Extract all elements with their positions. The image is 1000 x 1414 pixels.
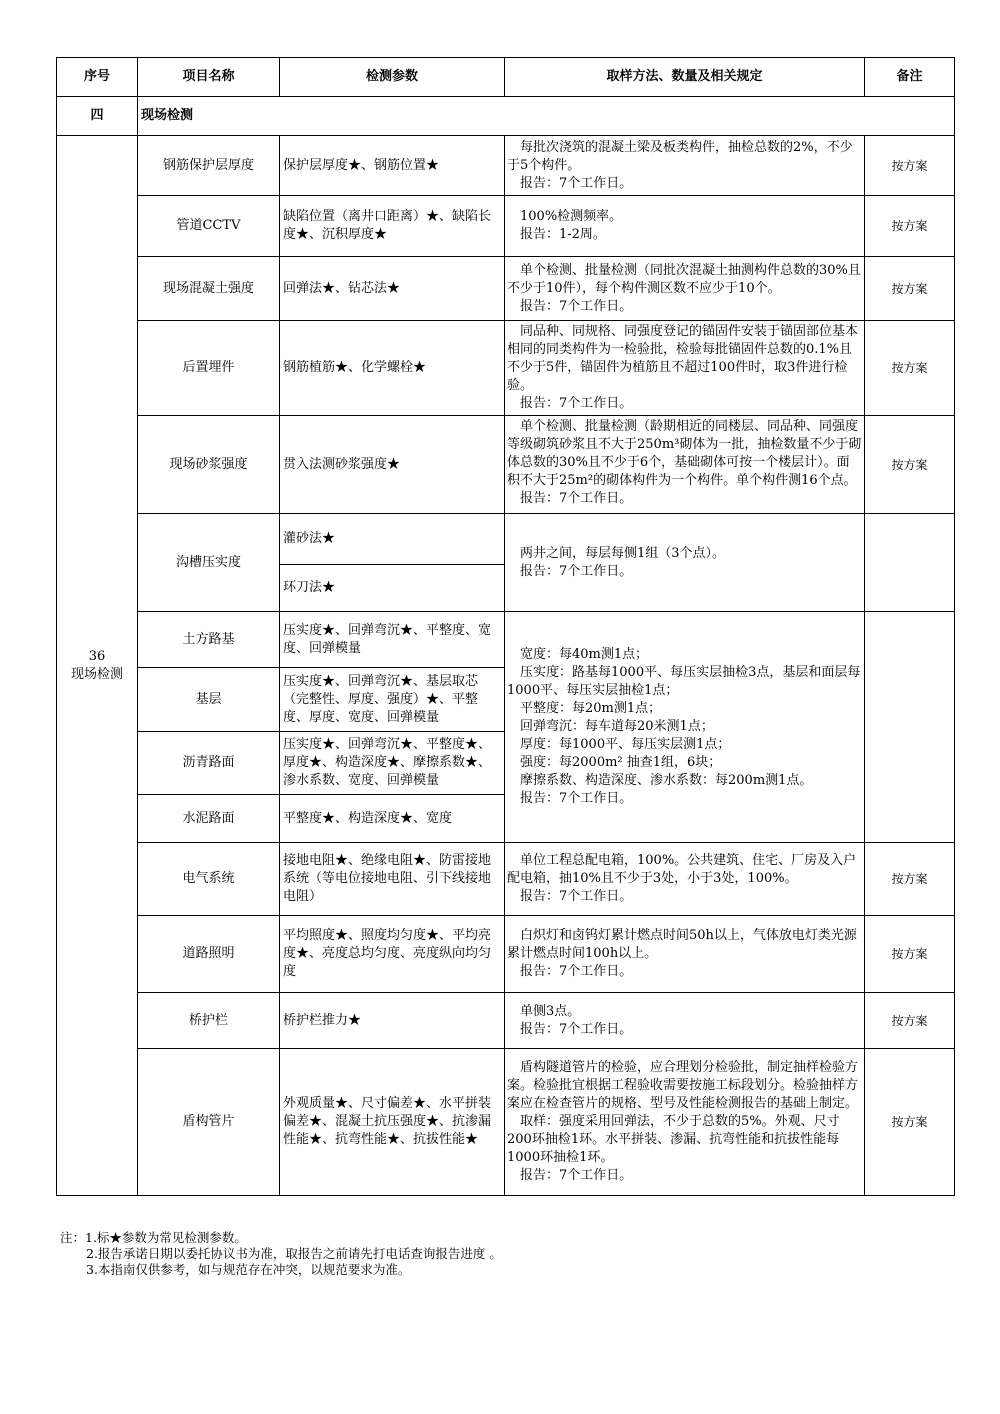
header-item-name: 项目名称 (138, 58, 280, 97)
item-desc (505, 196, 865, 257)
desc-line: 报告：7个工作日。 (520, 1168, 633, 1183)
item-name: 现场砂浆强度 (138, 416, 280, 514)
item-desc (505, 1049, 865, 1196)
desc-line: 报告：7个工作日。 (520, 964, 633, 979)
desc-line: 平整度：每20m测1点； (520, 701, 662, 716)
item-desc (505, 416, 865, 514)
table-row (57, 416, 955, 514)
section-row (57, 97, 955, 136)
item-desc (505, 257, 865, 321)
item-remark: 按方案 (865, 321, 955, 416)
desc-line: 报告：1-2周。 (520, 227, 606, 242)
table-row (57, 514, 955, 565)
footnote-2: 2.报告承诺日期以委托协议书为准，取报告之前请先打电话查询报告进度 。 (86, 1246, 502, 1261)
desc-line: 报告：7个工作日。 (520, 791, 633, 806)
desc-line: 单侧3点。 (520, 1003, 581, 1019)
item-name: 后置埋件 (138, 321, 280, 416)
item-params: 压实度★、回弹弯沉★、平整度★、厚度★、构造深度★、摩擦系数★、渗水系数、宽度、回弹模量 (280, 732, 505, 795)
section-number: 四 (57, 97, 138, 136)
table-row (57, 612, 955, 668)
item-remark: 按方案 (865, 196, 955, 257)
footnote-1: 注：1.标★参数为常见检测参数。 (60, 1230, 247, 1245)
item-name: 盾构管片 (138, 1049, 280, 1196)
item-desc (505, 514, 865, 612)
desc-line: 摩擦系数、构造深度、渗水系数：每200m测1点。 (520, 773, 813, 788)
item-name: 桥护栏 (138, 993, 280, 1049)
table-row (57, 1049, 955, 1196)
item-params: 缺陷位置（离井口距离）★、缺陷长度★、沉积厚度★ (280, 196, 505, 257)
header-sampling: 取样方法、数量及相关规定 (505, 58, 865, 97)
header-remarks: 备注 (865, 58, 955, 97)
item-desc (505, 916, 865, 993)
item-params: 贯入法测砂浆强度★ (280, 416, 505, 514)
item-remark: 按方案 (865, 843, 955, 916)
item-desc (505, 321, 865, 416)
item-remark: 按方案 (865, 136, 955, 196)
table-row (57, 136, 955, 196)
desc-line: 两井之间，每层每侧1组（3个点）。 (520, 545, 726, 561)
desc-line: 强度：每2000m² 抽查1组，6块； (520, 755, 722, 770)
item-params: 平整度★、构造深度★、宽度 (280, 795, 505, 843)
item-params: 平均照度★、照度均匀度★、平均亮度★、亮度总均匀度、亮度纵向均匀度 (280, 916, 505, 993)
desc-line: 报告：7个工作日。 (520, 1021, 633, 1037)
item-params: 压实度★、回弹弯沉★、平整度、宽度、回弹模量 (280, 612, 505, 668)
desc-line: 每批次浇筑的混凝土梁及板类构件，抽检总数的2%，不少于5个构件。 (507, 139, 853, 173)
item-desc (505, 843, 865, 916)
item-remark: 按方案 (865, 257, 955, 321)
desc-line: 盾构隧道管片的检验，应合理划分检验批，制定抽样检验方案。检验批宜根据工程验收需要按施工标段划分。检验抽样方案应在检查管片的规格、型号及性能检测报告的基础上制定。 (507, 1060, 859, 1111)
table-row (57, 993, 955, 1049)
road-desc (505, 612, 865, 843)
item-params: 桥护栏推力★ (280, 993, 505, 1049)
item-name: 电气系统 (138, 843, 280, 916)
desc-line: 压实度：路基每1000平、每压实层抽检3点，基层和面层每1000平、每压实层抽检1点； (507, 665, 861, 698)
item-remark: 按方案 (865, 916, 955, 993)
item-remark (865, 514, 955, 612)
item-desc (505, 993, 865, 1049)
section-name: 现场检测 (138, 97, 955, 136)
item-name: 管道CCTV (138, 196, 280, 257)
desc-line: 回弹弯沉：每车道每20米测1点； (520, 719, 714, 734)
item-params: 压实度★、回弹弯沉★、基层取芯（完整性、厚度、强度）★、平整度、厚度、宽度、回弹模量 (280, 668, 505, 732)
table-row (57, 916, 955, 993)
group-cell (57, 136, 138, 1196)
item-name: 钢筋保护层厚度 (138, 136, 280, 196)
table-row (57, 321, 955, 416)
inspection-table (56, 57, 955, 1196)
item-name: 道路照明 (138, 916, 280, 993)
desc-line: 宽度：每40m测1点； (520, 647, 649, 662)
item-name: 现场混凝土强度 (138, 257, 280, 321)
header-row (57, 58, 955, 97)
item-name: 水泥路面 (138, 795, 280, 843)
table-row (57, 257, 955, 321)
header-parameters: 检测参数 (280, 58, 505, 97)
item-params: 接地电阻★、绝缘电阻★、防雷接地系统（等电位接地电阻、引下线接地电阻） (280, 843, 505, 916)
desc-line: 取样：强度采用回弹法，不少于总数的5%。外观、尺寸200环抽检1环。水平拼装、渗漏、抗弯性能和抗拔性能每1000环抽检1环。 (507, 1114, 840, 1165)
desc-line: 单个检测、批量检测（龄期相近的同楼层、同品种、同强度等级砌筑砂浆且不大于250m³砌体为一批，抽检数量不少于砌体总数的30%且不少于6个，基础砌体可按一个楼层计）。面积不大于25m²的砌体构件为一个构件。单个构件测16个点。 (507, 419, 862, 488)
item-remark: 按方案 (865, 1049, 955, 1196)
item-remark (865, 612, 955, 843)
desc-line: 白炽灯和卤钨灯累计燃点时间50h以上，气体放电灯类光源累计燃点时间100h以上。 (507, 928, 857, 961)
desc-line: 单个检测、批量检测（同批次混凝土抽测构件总数的30%且不少于10件），每个构件测区数不应少于10个。 (507, 262, 861, 296)
item-params: 环刀法★ (280, 565, 505, 612)
desc-line: 同品种、同规格、同强度登记的锚固件安装于锚固部位基本相同的同类构件为一检验批，检验每批锚固件总数的0.1%且不少于5件，锚固件为植筋且不超过100件时，取3件进行检验。 (507, 324, 859, 393)
table-row (57, 843, 955, 916)
desc-line: 报告：7个工作日。 (520, 889, 633, 904)
item-remark: 按方案 (865, 993, 955, 1049)
group-name: 现场检测 (70, 666, 123, 682)
item-name: 土方路基 (138, 612, 280, 668)
item-params: 灌砂法★ (280, 514, 505, 565)
desc-line: 100%检测频率。 (520, 209, 623, 224)
header-number: 序号 (57, 58, 138, 97)
item-params: 回弹法★、钻芯法★ (280, 257, 505, 321)
desc-line: 厚度：每1000平、每压实层测1点； (520, 737, 731, 752)
item-name: 沟槽压实度 (138, 514, 280, 612)
item-params: 保护层厚度★、钢筋位置★ (280, 136, 505, 196)
table-row (57, 196, 955, 257)
item-name: 基层 (138, 668, 280, 732)
desc-line: 报告：7个工作日。 (520, 491, 633, 506)
desc-line: 报告：7个工作日。 (520, 563, 633, 579)
footnotes (60, 1230, 502, 1278)
item-remark: 按方案 (865, 416, 955, 514)
desc-line: 报告：7个工作日。 (520, 175, 633, 191)
item-params: 外观质量★、尺寸偏差★、水平拼装偏差★、混凝土抗压强度★、抗渗漏性能★、抗弯性能★、抗拔性能★ (280, 1049, 505, 1196)
desc-line: 单位工程总配电箱，100%。公共建筑、住宅、厂房及入户配电箱，抽10%且不少于3处，小于3处，100%。 (507, 853, 857, 886)
item-params: 钢筋植筋★、化学螺栓★ (280, 321, 505, 416)
desc-line: 报告：7个工作日。 (520, 298, 633, 314)
desc-line: 报告：7个工作日。 (520, 396, 633, 411)
group-number: 36 (88, 648, 106, 664)
item-desc (505, 136, 865, 196)
footnote-3: 3.本指南仅供参考，如与规范存在冲突，以规范要求为准。 (86, 1262, 411, 1277)
item-name: 沥青路面 (138, 732, 280, 795)
